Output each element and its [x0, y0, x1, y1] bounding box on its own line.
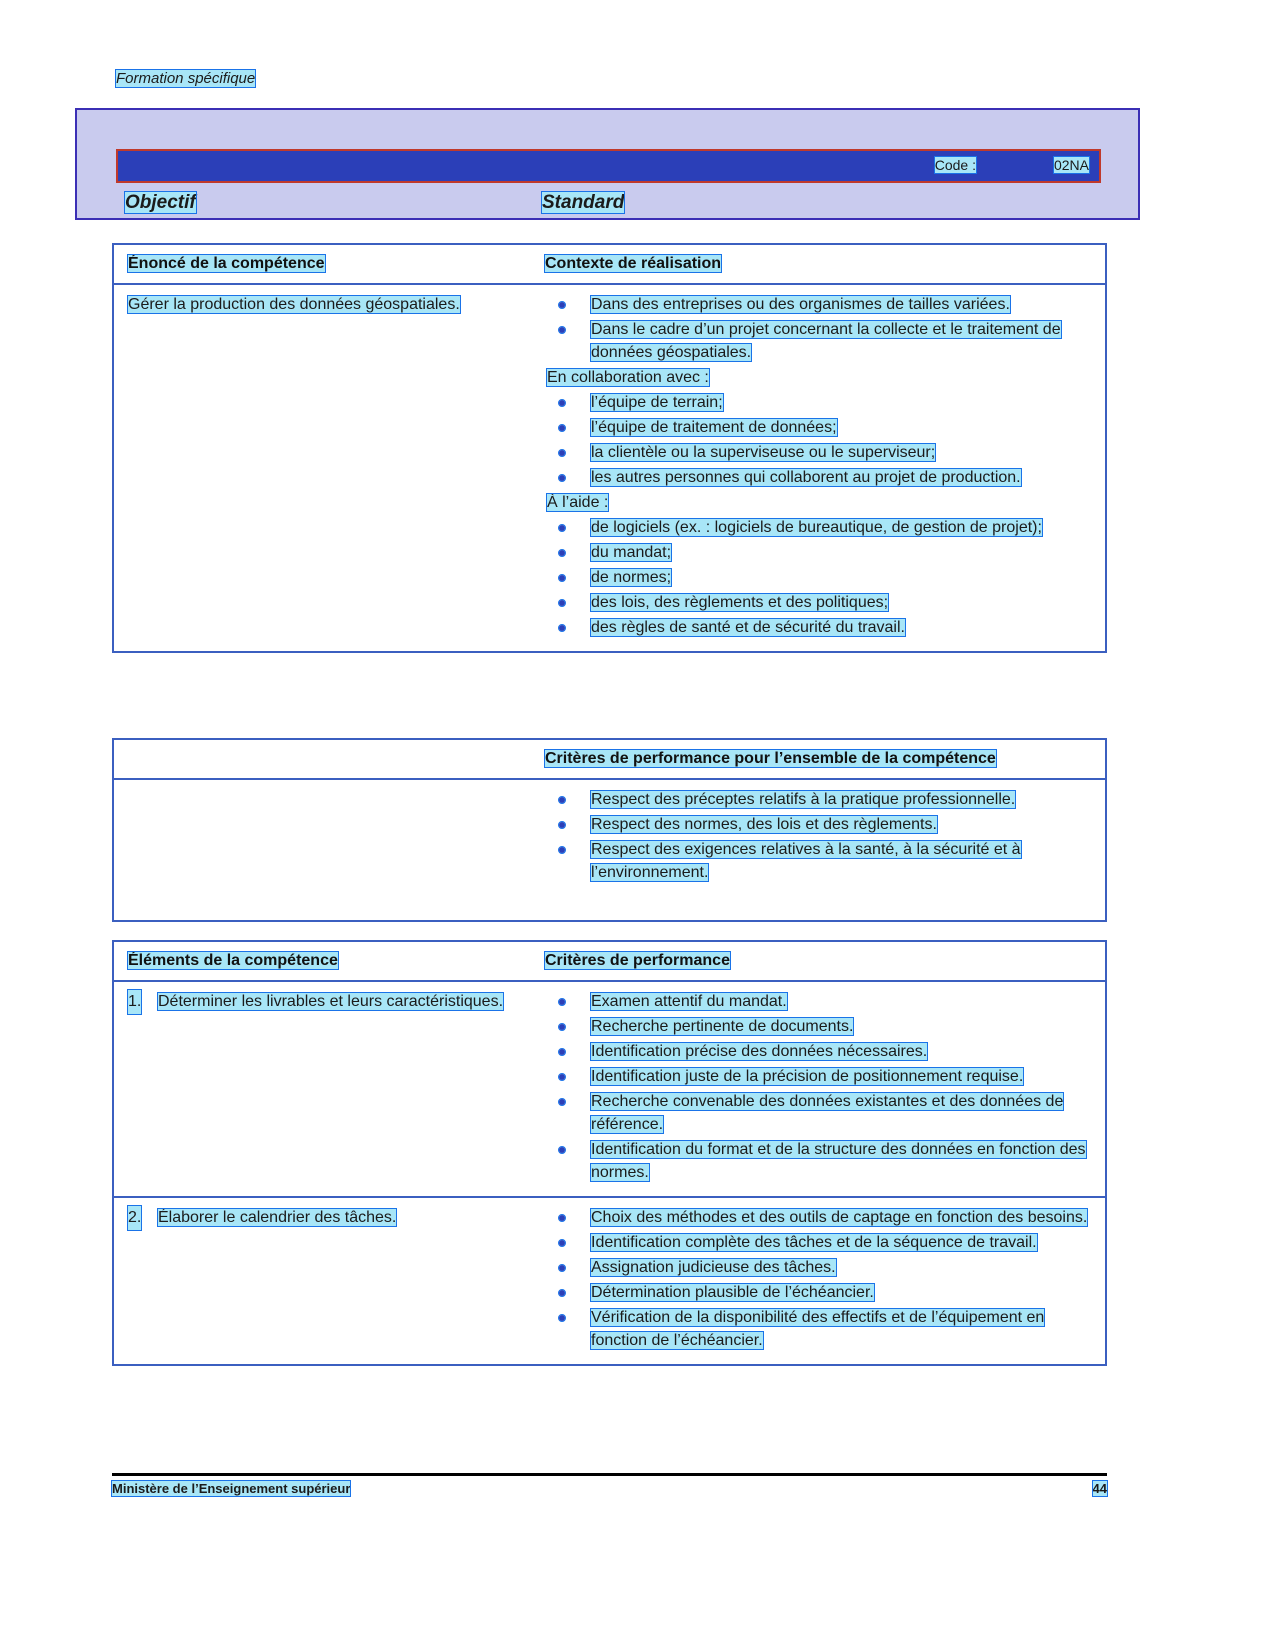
criteria-list-1	[545, 990, 1099, 1184]
code-label: Code :	[934, 157, 976, 173]
block2-empty-cell	[114, 780, 539, 920]
list-item	[545, 466, 1099, 489]
list-item-text: des règles de santé et de sécurité du travail.	[591, 619, 905, 636]
element-text: Élaborer le calendrier des tâches.	[158, 1209, 397, 1226]
footer-divider	[112, 1473, 1107, 1476]
list-item	[545, 1090, 1099, 1136]
bullet-icon	[559, 575, 565, 581]
list-item-text: Respect des préceptes relatifs à la pratique professionnelle.	[591, 791, 1016, 808]
element-1	[128, 990, 529, 1014]
list-item	[545, 1256, 1099, 1279]
bullet-icon	[559, 425, 565, 431]
bullet-icon	[559, 1024, 565, 1030]
list-item-text: de logiciels (ex. : logiciels de bureautique, de gestion de projet);	[591, 519, 1042, 536]
header-note	[116, 70, 255, 87]
list-item-text: Respect des normes, des lois et des règlements.	[591, 816, 937, 833]
block1-header-row	[114, 245, 1105, 285]
list-item-text: Assignation judicieuse des tâches.	[591, 1259, 836, 1276]
block1-header-left	[114, 248, 539, 280]
list-item	[545, 1065, 1099, 1088]
list-item-text: la clientèle ou la superviseuse ou le superviseur;	[591, 444, 936, 461]
global-criteria-block	[112, 738, 1107, 922]
list-item	[545, 1281, 1099, 1304]
bullet-icon	[559, 999, 565, 1005]
bullet-icon	[559, 327, 565, 333]
list-item	[545, 441, 1099, 464]
code-field	[935, 157, 1089, 173]
context-aide-list	[545, 516, 1099, 639]
objectif-label: Objectif	[125, 192, 196, 213]
list-item-text: Identification précise des données nécessaires.	[591, 1043, 928, 1060]
block2-header-right	[539, 743, 1105, 775]
competence-statement: Gérer la production des données géospatiales.	[128, 296, 460, 313]
list-item-text: Recherche pertinente de documents.	[591, 1018, 854, 1035]
bullet-icon	[559, 550, 565, 556]
page-number: 44	[1092, 1481, 1107, 1496]
bullet-icon	[559, 1099, 565, 1105]
list-item-text: Recherche convenable des données existantes et des données de référence.	[591, 1093, 1064, 1133]
block2-header-left	[114, 752, 539, 766]
list-item-text: Vérification de la disponibilité des effectifs et de l’équipement en fonction de l’échéancier.	[591, 1309, 1045, 1349]
list-item-text: Détermination plausible de l’échéancier.	[591, 1284, 874, 1301]
list-item-text: Identification juste de la précision de positionnement requise.	[591, 1068, 1024, 1085]
list-item-text: Dans des entreprises ou des organismes de tailles variées.	[591, 296, 1010, 313]
list-item-text: Examen attentif du mandat.	[591, 993, 787, 1010]
competence-title-bar	[116, 149, 1101, 183]
list-item	[545, 516, 1099, 539]
block3-header-right	[539, 945, 1105, 977]
element-text: Déterminer les livrables et leurs caractéristiques.	[158, 993, 504, 1010]
bullet-icon	[559, 450, 565, 456]
bullet-icon	[559, 525, 565, 531]
list-item	[545, 616, 1099, 639]
block2-body-row	[114, 780, 1105, 920]
global-criteria-heading: Critères de performance pour l’ensemble de la compétence	[545, 750, 996, 767]
contexte-realisation-heading: Contexte de réalisation	[545, 255, 722, 272]
list-item	[545, 566, 1099, 589]
bullet-icon	[559, 475, 565, 481]
competence-banner	[75, 108, 1140, 220]
block1-header-right	[539, 248, 1105, 280]
global-criteria-cell	[539, 780, 1105, 920]
table-row	[114, 982, 1105, 1196]
bullet-icon	[559, 847, 565, 853]
list-item	[545, 1138, 1099, 1184]
standard-heading	[542, 192, 624, 214]
bullet-icon	[559, 302, 565, 308]
context-subheading: En collaboration avec :	[547, 369, 709, 386]
criteria-cell-1	[539, 982, 1105, 1196]
header-note-text: Formation spécifique	[116, 70, 256, 87]
list-item	[545, 391, 1099, 414]
list-item	[545, 1231, 1099, 1254]
context-list	[545, 293, 1099, 364]
list-item-text: Identification complète des tâches et de la séquence de travail.	[591, 1234, 1037, 1251]
element-number: 2.	[128, 1206, 141, 1230]
block3-header-row	[114, 942, 1105, 982]
list-item	[545, 541, 1099, 564]
list-item-text: du mandat;	[591, 544, 672, 561]
competence-statement-cell	[114, 285, 539, 651]
element-number: 1.	[128, 990, 141, 1014]
block2-header-row	[114, 740, 1105, 780]
bullet-icon	[559, 1215, 565, 1221]
list-item	[545, 990, 1099, 1013]
list-item	[545, 788, 1099, 811]
bullet-icon	[559, 1290, 565, 1296]
bullet-icon	[559, 1240, 565, 1246]
element-2	[128, 1206, 529, 1230]
footer-ministry: Ministère de l’Enseignement supérieur	[112, 1481, 351, 1496]
list-item	[545, 416, 1099, 439]
elements-competence-heading: Éléments de la compétence	[128, 952, 338, 969]
bullet-icon	[559, 822, 565, 828]
bullet-icon	[559, 797, 565, 803]
list-item-text: Respect des exigences relatives à la santé, à la sécurité et à l’environnement.	[591, 841, 1021, 881]
list-item-text: Dans le cadre d’un projet concernant la collecte et le traitement de données géospatiales.	[591, 321, 1061, 361]
list-item	[545, 1206, 1099, 1229]
competence-context-block	[112, 243, 1107, 653]
context-collab-list	[545, 391, 1099, 489]
bullet-icon	[559, 400, 565, 406]
bullet-icon	[559, 1049, 565, 1055]
table-row	[114, 1196, 1105, 1364]
elements-criteria-block	[112, 940, 1107, 1366]
bullet-icon	[559, 1315, 565, 1321]
list-item-text: des lois, des règlements et des politiques;	[591, 594, 889, 611]
context-cell	[539, 285, 1105, 651]
list-item-text: de normes;	[591, 569, 672, 586]
list-item-text: l’équipe de terrain;	[591, 394, 723, 411]
block3-header-left	[114, 945, 539, 977]
bullet-icon	[559, 600, 565, 606]
bullet-icon	[559, 1265, 565, 1271]
bullet-icon	[559, 1074, 565, 1080]
list-item-text: l’équipe de traitement de données;	[591, 419, 837, 436]
list-item	[545, 1306, 1099, 1352]
bullet-icon	[559, 625, 565, 631]
list-item	[545, 591, 1099, 614]
global-criteria-list	[545, 788, 1099, 884]
list-item-text: les autres personnes qui collaborent au projet de production.	[591, 469, 1021, 486]
criteria-list-2	[545, 1206, 1099, 1352]
context-subheading-2: À l’aide :	[547, 494, 609, 511]
bullet-icon	[559, 1147, 565, 1153]
list-item	[545, 1040, 1099, 1063]
list-item-text: Choix des méthodes et des outils de captage en fonction des besoins.	[591, 1209, 1088, 1226]
list-item	[545, 1015, 1099, 1038]
list-item	[545, 318, 1099, 364]
list-item	[545, 813, 1099, 836]
criteria-cell-2	[539, 1198, 1105, 1364]
code-value: 02NA	[1053, 157, 1089, 173]
list-item	[545, 838, 1099, 884]
page-footer	[112, 1481, 1107, 1496]
list-item-text: Identification du format et de la structure des données en fonction des normes.	[591, 1141, 1086, 1181]
element-cell-2	[114, 1198, 539, 1364]
objectif-heading	[125, 192, 196, 214]
objectif-standard-row	[77, 192, 1138, 218]
standard-label: Standard	[542, 192, 625, 213]
enonce-competence-heading: Énoncé de la compétence	[128, 255, 325, 272]
list-item	[545, 293, 1099, 316]
block1-body-row	[114, 285, 1105, 651]
criteres-performance-heading: Critères de performance	[545, 952, 730, 969]
element-cell-1	[114, 982, 539, 1196]
